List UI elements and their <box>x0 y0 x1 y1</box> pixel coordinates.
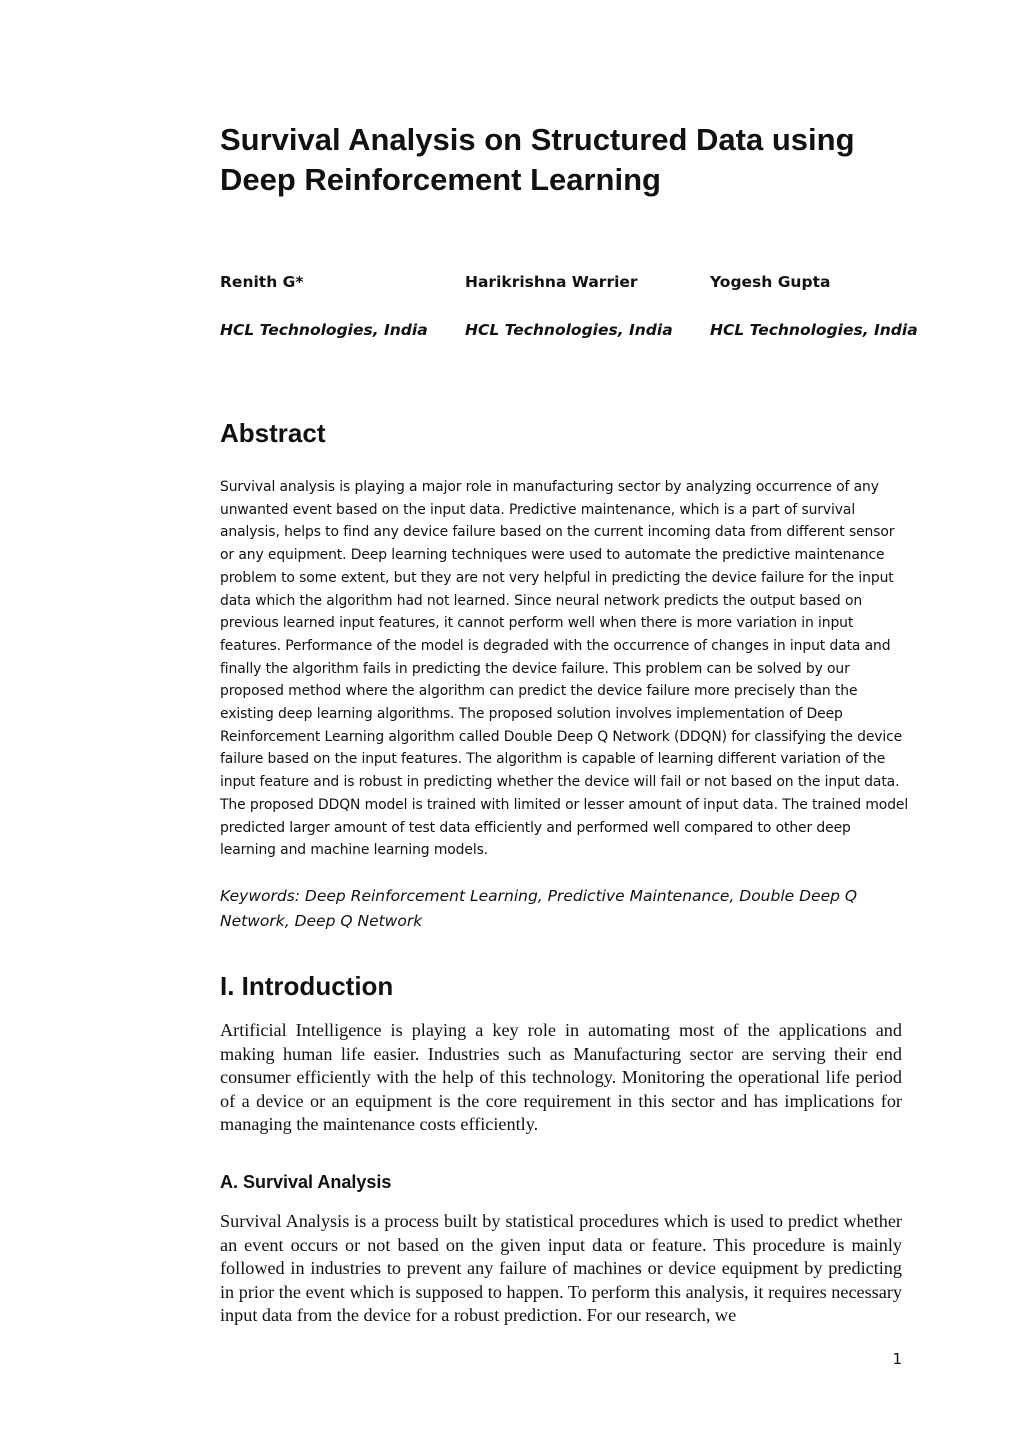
author-affiliation: HCL Technologies, India <box>220 321 428 339</box>
keywords: Keywords: Deep Reinforcement Learning, Predictive Maintenance, Double Deep Q Network, Deep Q Network <box>220 887 858 930</box>
author-name: Renith G* <box>220 273 304 291</box>
author-name: Yogesh Gupta <box>710 273 831 291</box>
author-1 <box>220 270 460 342</box>
author-3 <box>710 270 950 342</box>
author-2 <box>465 270 705 342</box>
author-name: Harikrishna Warrier <box>465 273 638 291</box>
survival-analysis-heading: A. Survival Analysis <box>220 1172 392 1192</box>
page-number: 1 <box>892 1350 902 1368</box>
author-affiliation: HCL Technologies, India <box>710 321 918 339</box>
abstract-heading: Abstract <box>220 418 326 448</box>
author-affiliation: HCL Technologies, India <box>465 321 673 339</box>
abstract-text: Survival analysis is playing a major role in manufacturing sector by analyzing occurrence of any unwanted event based on the input data. Predictive maintenance, which is a part of survival analysis, helps to find any device failure based on the current incoming data from different sensor or any equipment. Deep learning techniques were used to automate the predictive maintenance problem to some extent, but they are not very helpful in predicting the device failure for the input data which the algorithm had not learned. Since neural network predicts the output based on previous learned input features, it cannot perform well when there is more variation in input features. Performance of the model is degraded with the occurrence of changes in input data and finally the algorithm fails in predicting the device failure. This problem can be solved by our proposed method where the algorithm can predict the device failure more precisely than the existing deep learning algorithms. The proposed solution involves implementation of Deep Reinforcement Learning algorithm called Double Deep Q Network (DDQN) for classifying the device failure based on the input features. The algorithm is capable of learning different variation of the input feature and is robust in predicting whether the device will fail or not based on the input data. The proposed DDQN model is trained with limited or lesser amount of input data. The trained model predicted larger amount of test data efficiently and performed well compared to other deep learning and machine learning models. <box>220 479 909 859</box>
paper-title: Survival Analysis on Structured Data using Deep Reinforcement Learning <box>220 122 855 197</box>
introduction-paragraph: Artificial Intelligence is playing a key role in automating most of the applications and making human life easier. Industries such as Manufacturing sector are serving their end consumer efficiently with the help of this technology. Monitoring the operational life period of a device or an equipment is the core requirement in this sector and has implications for managing the maintenance costs efficiently. <box>220 1020 902 1135</box>
survival-analysis-paragraph: Survival Analysis is a process built by statistical procedures which is used to predict whether an event occurs or not based on the given input data or feature. This procedure is mainly followed in industries to prevent any failure of machines or device equipment by predicting in prior the event which is supposed to happen. To perform this analysis, it requires necessary input data from the device for a robust prediction. For our research, we <box>220 1211 902 1326</box>
introduction-heading: I. Introduction <box>220 971 394 1001</box>
